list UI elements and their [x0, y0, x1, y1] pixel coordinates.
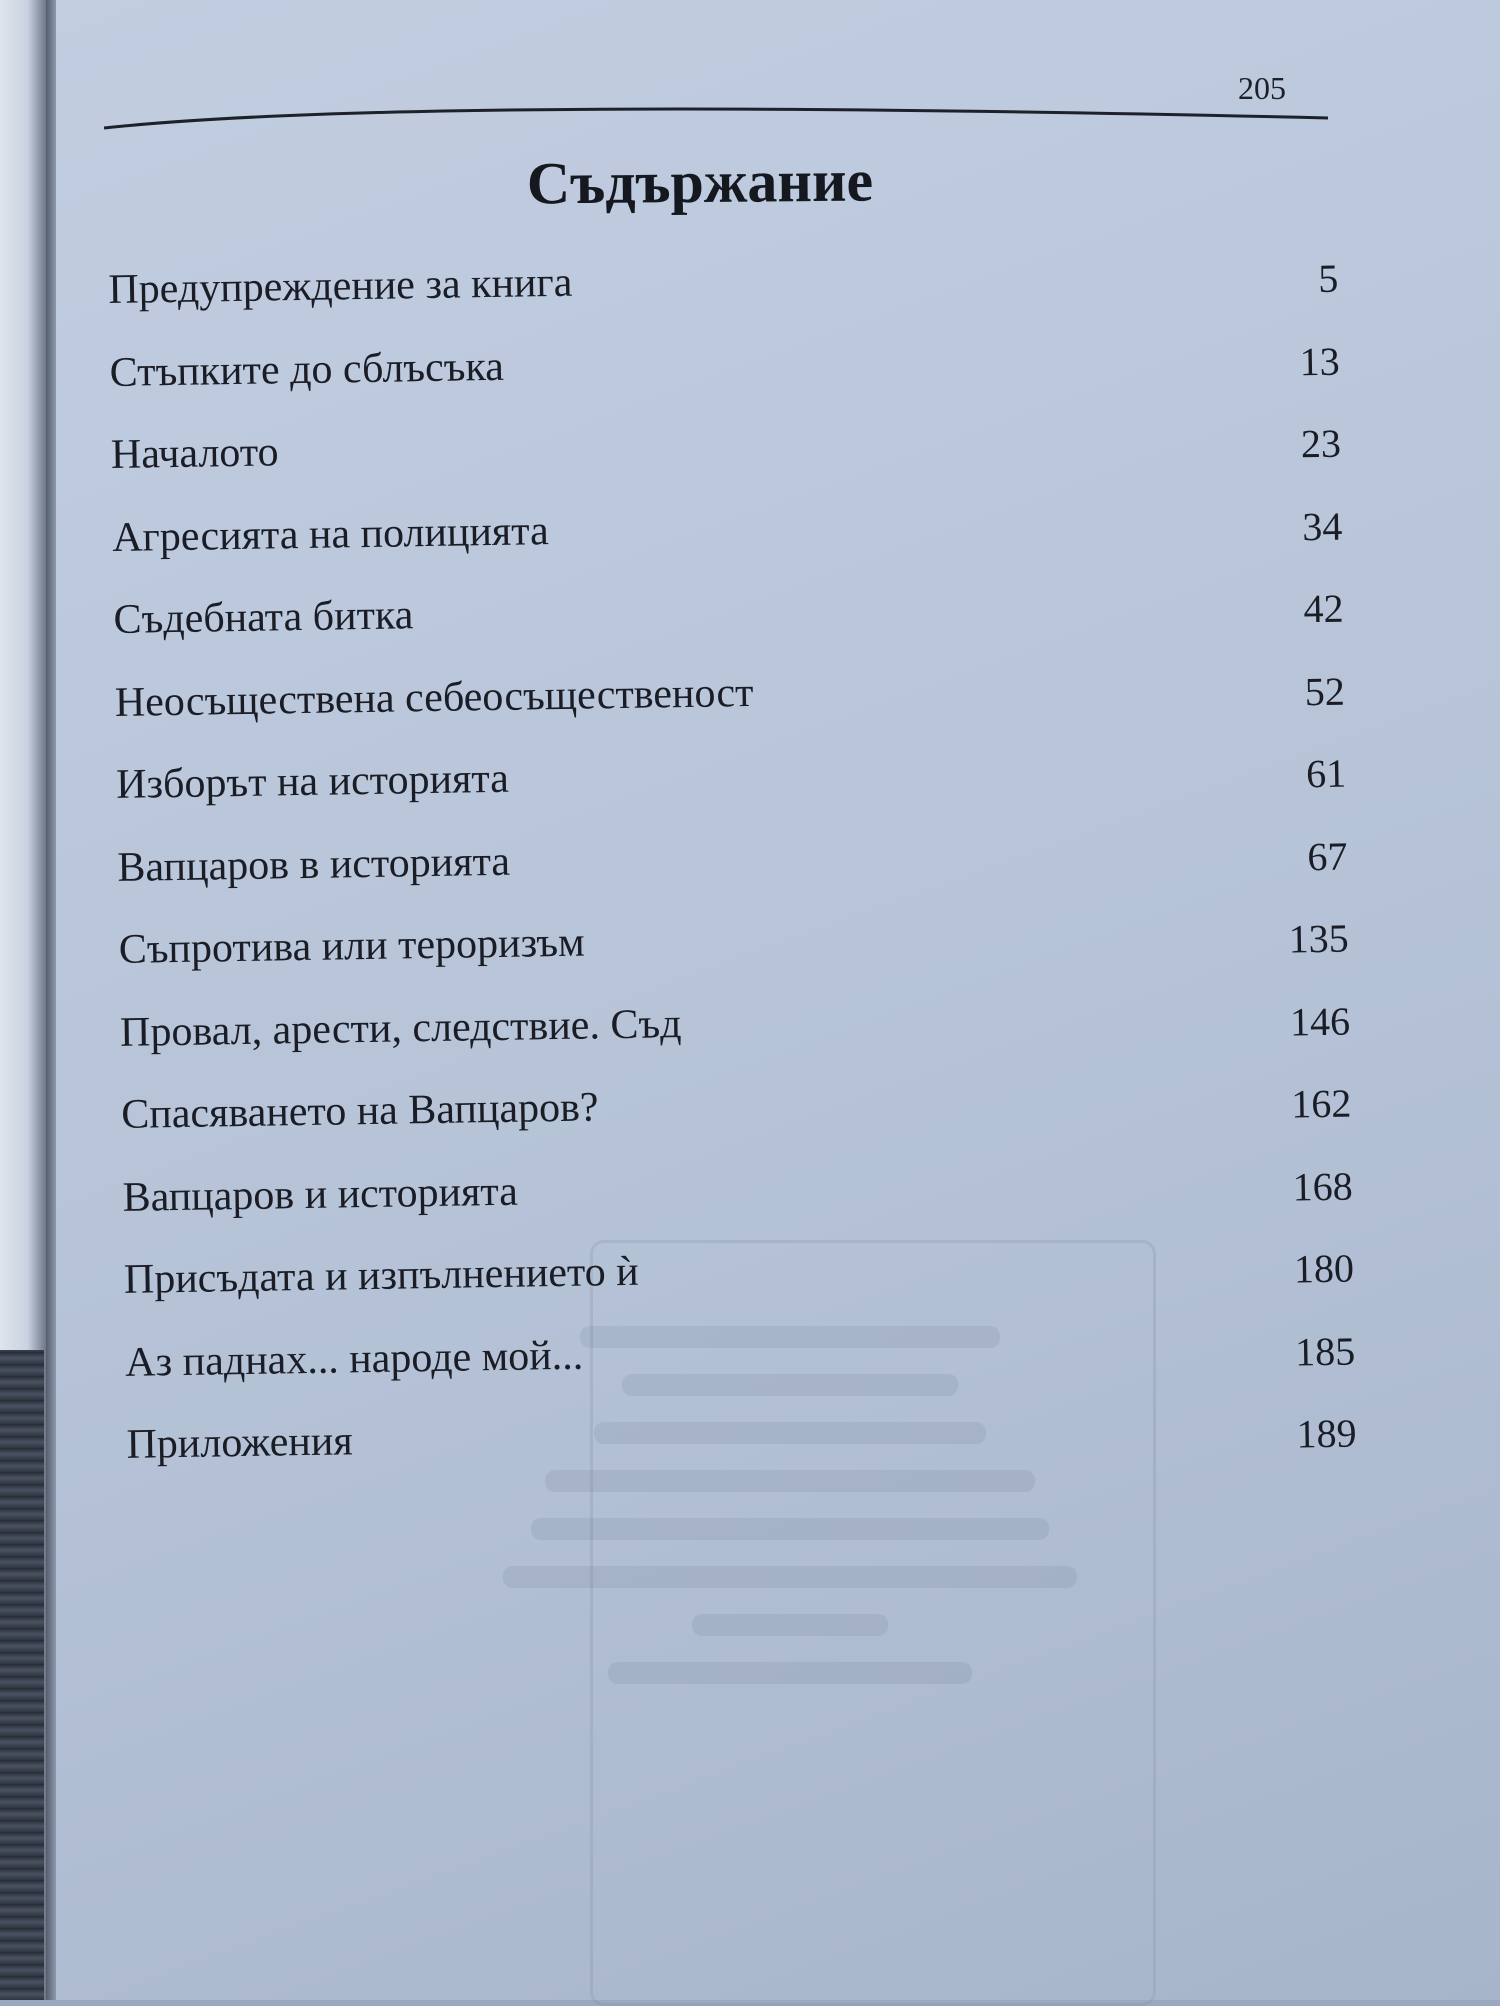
toc-entry-label: Вапцаров и историята — [122, 1168, 519, 1221]
toc-entry-label: Спасяването на Вапцаров? — [120, 1084, 599, 1138]
toc-entry-page: 67 — [1307, 833, 1348, 879]
toc-entry-page: 180 — [1293, 1245, 1355, 1292]
toc-entry-label: Вапцаров в историята — [117, 838, 511, 891]
toc-list — [108, 247, 1357, 1504]
facing-page-illustration — [0, 1350, 44, 2000]
toc-entry-label: Неосъществена себеосъщественост — [114, 669, 754, 726]
toc-entry-page: 13 — [1299, 338, 1340, 384]
toc-entry-label: Приложения — [126, 1418, 353, 1468]
toc-entry-label: Стъпките до сблъсъка — [109, 343, 505, 396]
toc-entry-label: Аз паднах... народе мой... — [124, 1332, 584, 1386]
toc-entry-label: Присъдата и изпълнението ѝ — [123, 1248, 640, 1303]
toc-entry-label: Провал, арести, следствие. Съд — [119, 1000, 682, 1056]
toc-entry-page: 146 — [1289, 998, 1351, 1045]
toc-entry-label: Изборът на историята — [115, 755, 510, 808]
toc-entry-label: Агресията на полицията — [111, 507, 550, 561]
toc-entry-label: Началото — [110, 429, 279, 478]
toc-entry-page: 42 — [1303, 585, 1344, 632]
toc-entry-page: 34 — [1301, 503, 1343, 549]
toc-entry-page: 168 — [1292, 1163, 1353, 1210]
toc-entry-page: 185 — [1294, 1328, 1356, 1374]
header-rule — [104, 96, 1328, 136]
toc-entry-page: 52 — [1304, 668, 1346, 714]
page-number: 205 — [1238, 70, 1286, 106]
toc-entry-page: 162 — [1290, 1080, 1352, 1127]
toc-entry-page: 61 — [1305, 750, 1347, 797]
toc-entry-label: Предупреждение за книга — [108, 259, 573, 313]
toc-entry-label: Съпротива или тероризъм — [118, 919, 586, 973]
toc-title: Съдържание — [526, 147, 874, 217]
toc-entry-label: Съдебната битка — [113, 592, 414, 643]
toc-entry-page: 5 — [1317, 255, 1339, 301]
toc-entry-page: 23 — [1300, 420, 1342, 467]
book-gutter — [46, 0, 56, 2000]
toc-entry-page: 135 — [1288, 915, 1350, 962]
toc-entry-page: 189 — [1296, 1410, 1357, 1457]
